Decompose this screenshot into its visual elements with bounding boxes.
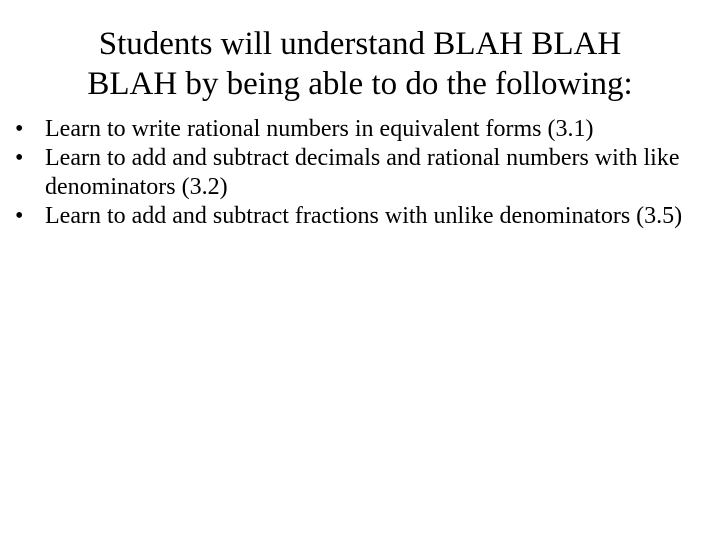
bullet-text-2: Learn to add and subtract decimals and rational numbers with like denominators (3.2) xyxy=(45,145,680,200)
bullet-item-2 xyxy=(14,144,704,202)
title-line-2: BLAH by being able to do the following: xyxy=(87,66,633,102)
bullet-dot-icon: • xyxy=(15,145,24,171)
bullet-text-1: Learn to write rational numbers in equivalent forms (3.1) xyxy=(45,116,594,142)
title-line-1: Students will understand BLAH BLAH xyxy=(98,26,622,62)
slide-title xyxy=(36,24,684,104)
bullet-item-1 xyxy=(14,115,704,144)
bullet-item-3 xyxy=(14,202,704,231)
bullet-dot-icon: • xyxy=(15,116,24,142)
bullet-list xyxy=(14,115,704,231)
bullet-dot-icon: • xyxy=(15,203,24,229)
bullet-text-3: Learn to add and subtract fractions with unlike denominators (3.5) xyxy=(45,203,683,229)
